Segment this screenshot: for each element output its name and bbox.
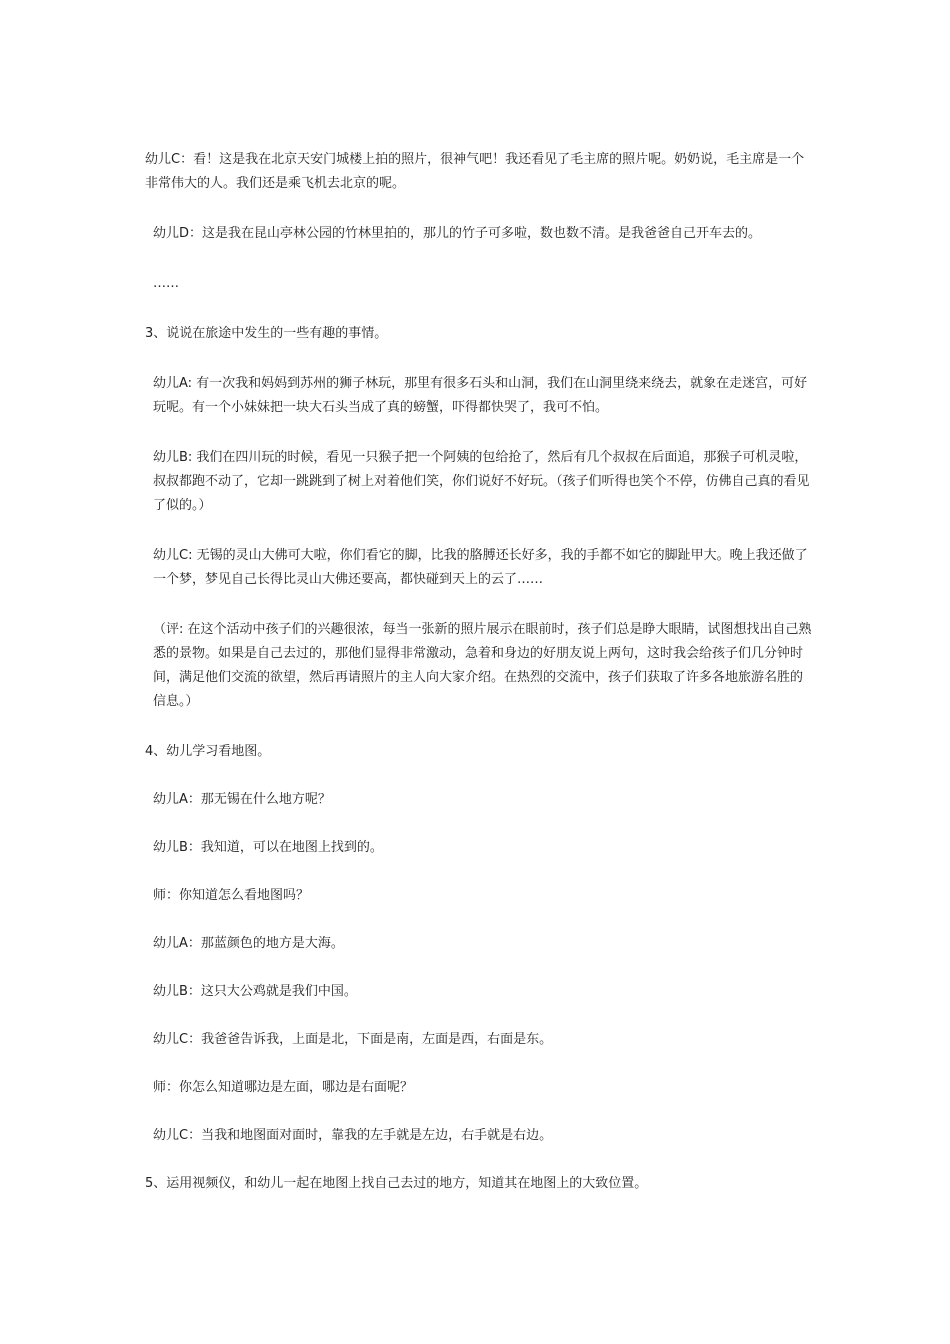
paragraph-dialogue-6: 幼儿C：我爸爸告诉我，上面是北，下面是南，左面是西，右面是东。 [153, 1032, 553, 1047]
paragraph-ellipsis: …… [153, 276, 179, 291]
section-heading-3: 3、说说在旅途中发生的一些有趣的事情。 [145, 326, 388, 341]
section-heading-5: 5、运用视频仪，和幼儿一起在地图上找自己去过的地方，知道其在地图上的大致位置。 [145, 1176, 648, 1191]
paragraph-dialogue-4: 幼儿A：那蓝颜色的地方是大海。 [153, 936, 344, 951]
paragraph-child-c-beijing: 幼儿C：看！这是我在北京天安门城楼上拍的照片，很神气吧！我还看见了毛主席的照片呢。奶奶说，毛主席是一个非常伟大的人。我们还是乘飞机去北京的呢。 [145, 152, 805, 191]
paragraph-dialogue-1: 幼儿A：那无锡在什么地方呢？ [153, 792, 331, 807]
section-heading-4: 4、幼儿学习看地图。 [145, 744, 271, 759]
paragraph-child-c-lingshan: 幼儿C: 无锡的灵山大佛可大啦，你们看它的脚，比我的胳膊还长好多，我的手都不如它的脚趾甲大。晚上我还做了一个梦，梦见自己长得比灵山大佛还要高，都快碰到天上的云了…… [153, 548, 808, 587]
paragraph-dialogue-3: 师：你知道怎么看地图吗？ [153, 888, 310, 903]
paragraph-child-a-suzhou: 幼儿A: 有一次我和妈妈到苏州的狮子林玩，那里有很多石头和山洞，我们在山洞里绕来绕去，就象在走迷宫，可好玩呢。有一个小妹妹把一块大石头当成了真的螃蟹，吓得都快哭了，我可不怕。 [153, 376, 808, 415]
document-body [145, 148, 813, 1222]
paragraph-dialogue-2: 幼儿B：我知道，可以在地图上找到的。 [153, 840, 383, 855]
paragraph-dialogue-7: 师：你怎么知道哪边是左面，哪边是右面呢？ [153, 1080, 414, 1095]
paragraph-dialogue-5: 幼儿B：这只大公鸡就是我们中国。 [153, 984, 357, 999]
paragraph-dialogue-8: 幼儿C：当我和地图面对面时，靠我的左手就是左边，右手就是右边。 [153, 1128, 553, 1143]
paragraph-teacher-comment: （评: 在这个活动中孩子们的兴趣很浓，每当一张新的照片展示在眼前时，孩子们总是睁大眼睛，试图想找出自己熟悉的景物。如果是自己去过的，那他们显得非常激动，急着和身边的好朋友说上两句，这时我会给孩子们几分钟时间，满足他们交流的欲望，然后再请照片的主人向大家介绍。在热烈的交流中，孩子们获取了许多各地旅游名胜的信息。） [153, 622, 812, 709]
paragraph-child-d-kunshan: 幼儿D：这是我在昆山亭林公园的竹林里拍的，那儿的竹子可多啦，数也数不清。是我爸爸自己开车去的。 [153, 226, 762, 241]
paragraph-child-b-sichuan: 幼儿B: 我们在四川玩的时候，看见一只猴子把一个阿姨的包给抢了，然后有几个叔叔在后面追，那猴子可机灵啦，叔叔都跑不动了，它却一跳跳到了树上对着他们笑，你们说好不好玩。（孩子们听得也笑个不停，仿佛自己真的看见了似的。） [153, 450, 810, 513]
